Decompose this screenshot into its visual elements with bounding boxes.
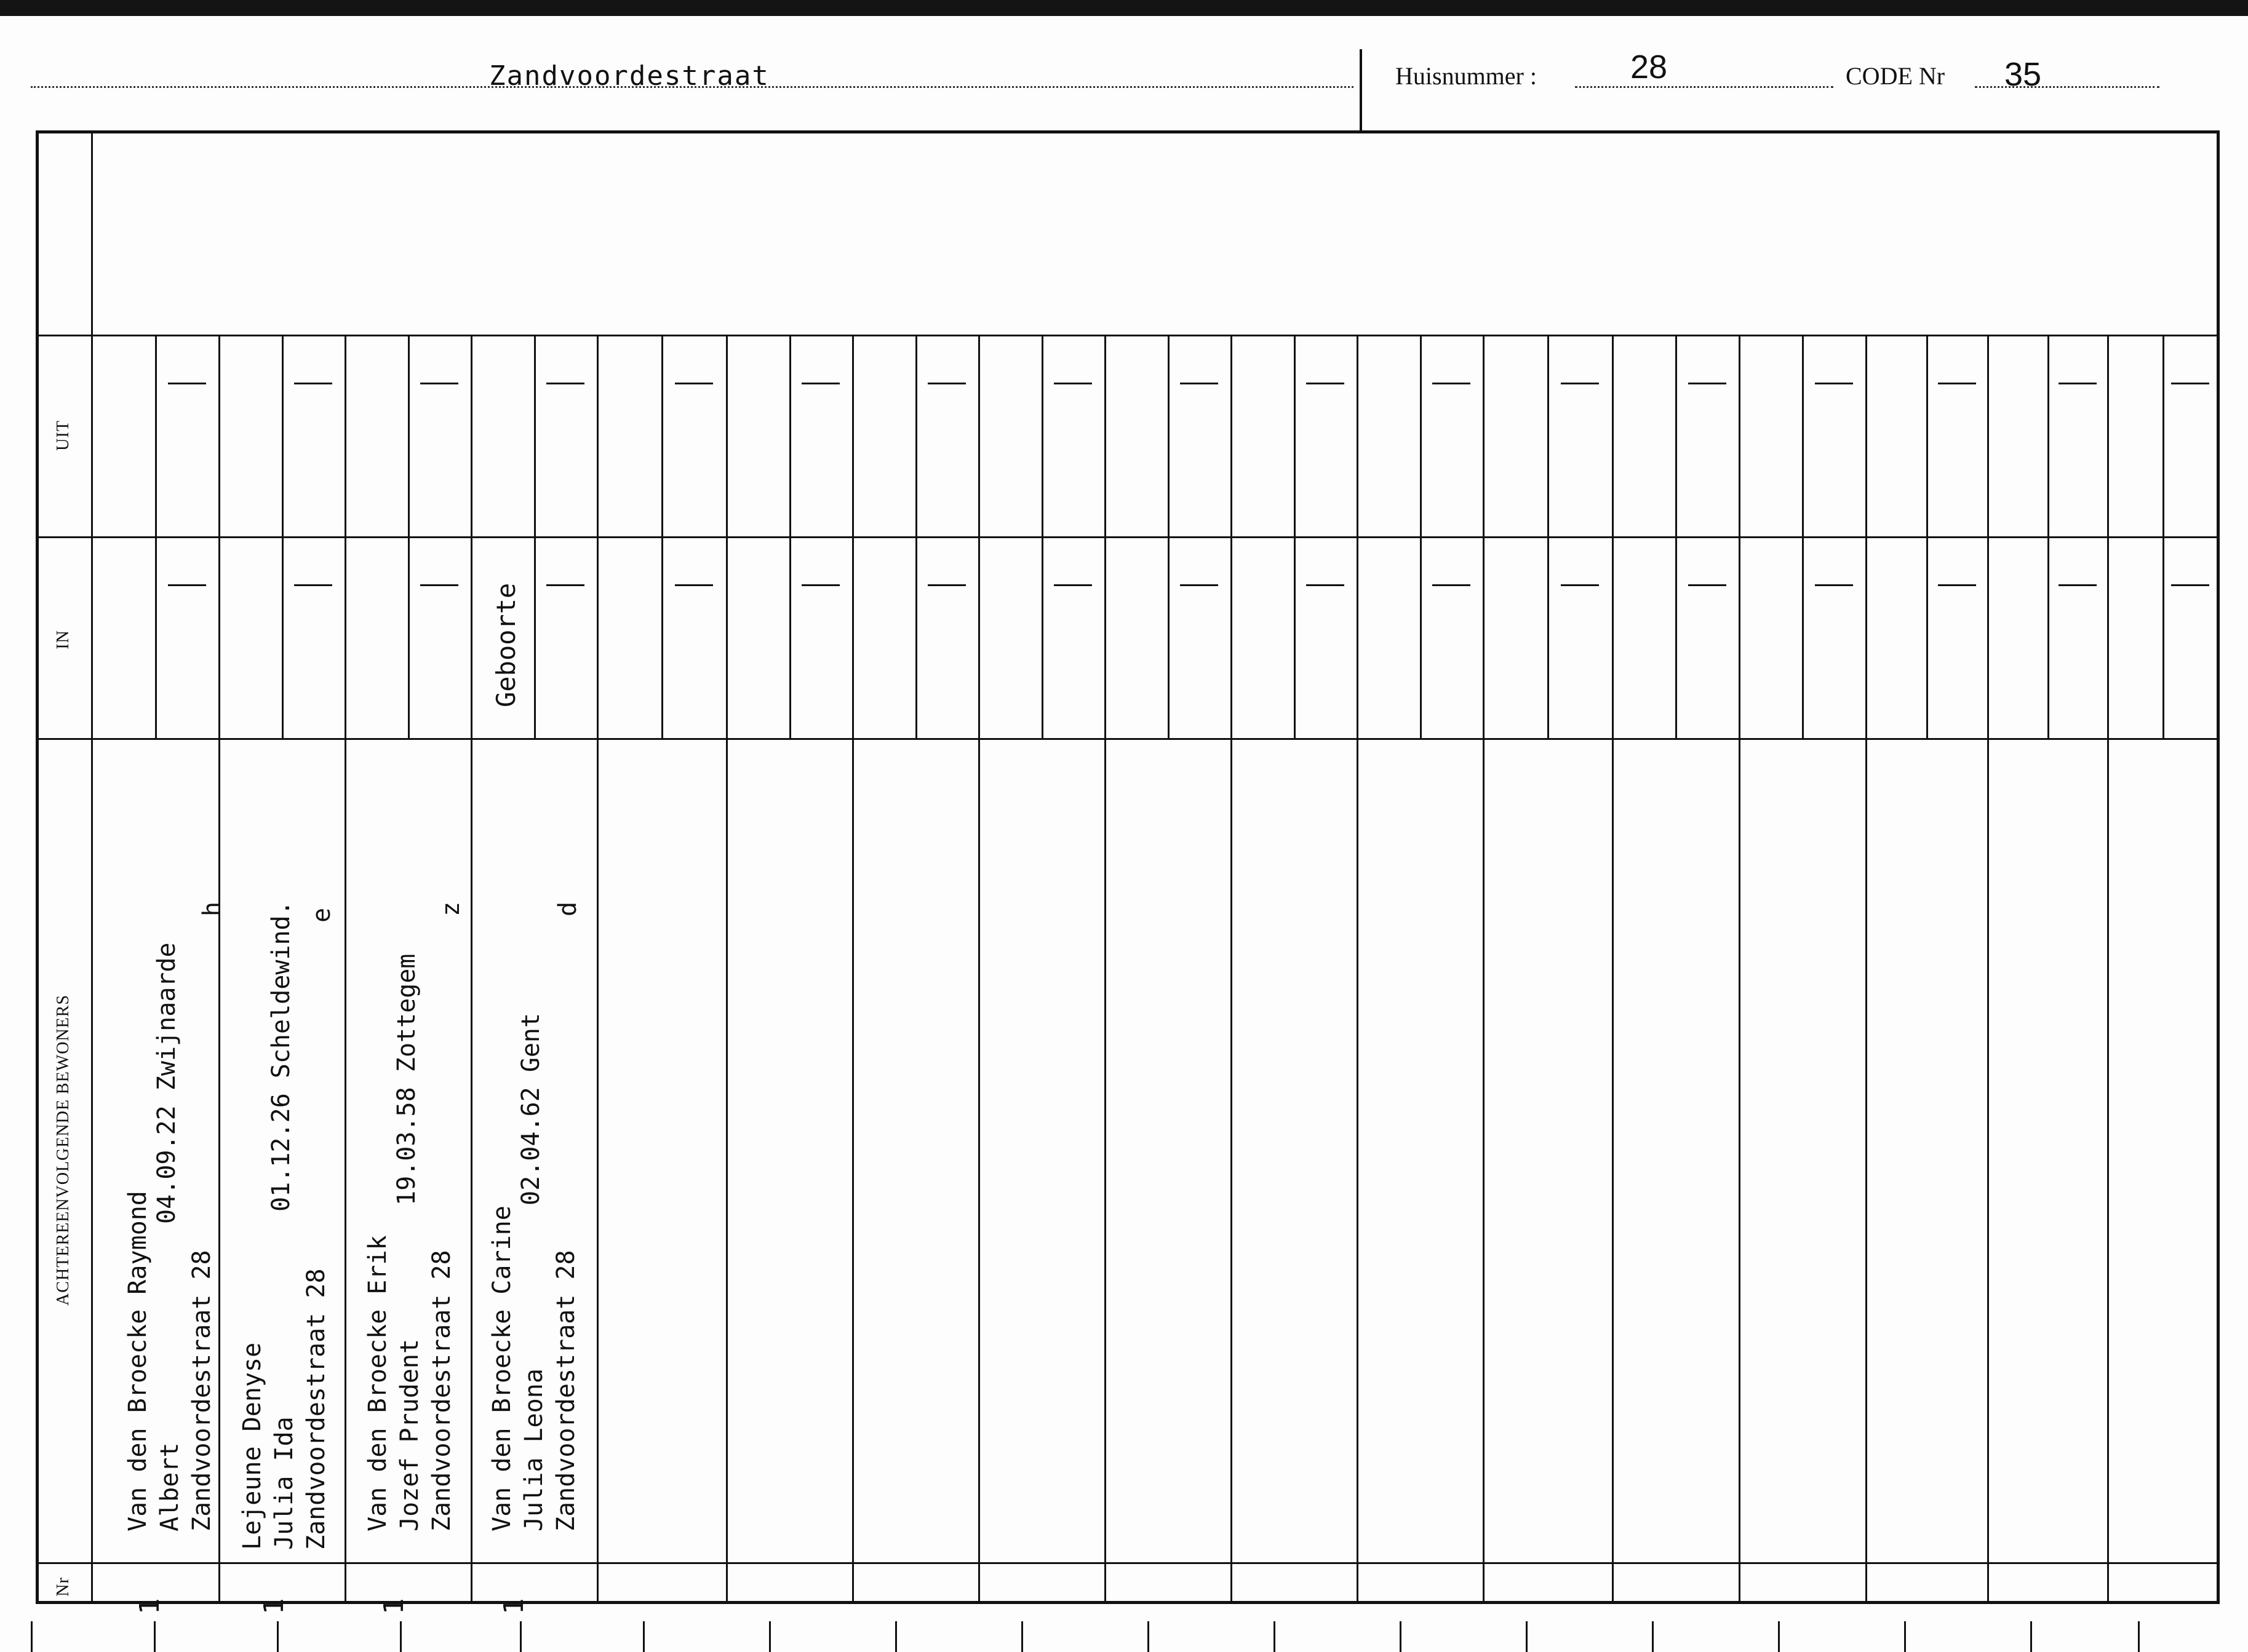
empty-dash [2171, 584, 2209, 586]
bottom-tick [769, 1621, 771, 1652]
sub-column-divider [1042, 335, 1043, 536]
empty-dash [802, 584, 840, 586]
empty-dash [168, 584, 206, 586]
empty-dash [2171, 383, 2209, 384]
sub-column-divider [915, 536, 917, 738]
resident-birth: 04.09.22 Zwijnaarde [153, 942, 181, 1224]
row-label-uit: UIT [54, 420, 73, 451]
street-name: Zandvoordestraat [489, 60, 770, 92]
house-number-dotted-line [1575, 86, 1833, 88]
row-divider-uit [92, 335, 2218, 336]
bottom-tick [1778, 1621, 1780, 1652]
bottom-tick [154, 1621, 156, 1652]
sub-column-divider [534, 536, 536, 738]
column-divider [1865, 335, 1867, 1604]
sub-column-divider [1926, 335, 1928, 536]
bottom-tick [2030, 1621, 2032, 1652]
sub-column-divider [1168, 335, 1170, 536]
resident-given-names: Julia Leona [520, 1368, 548, 1531]
empty-dash [675, 383, 713, 384]
house-number-value: 28 [1630, 49, 1668, 85]
empty-dash [1815, 383, 1853, 384]
sub-column-divider [2047, 536, 2049, 738]
empty-dash [2059, 584, 2097, 586]
empty-dash [928, 383, 966, 384]
sub-column-divider [661, 335, 663, 536]
sub-column-divider [1802, 536, 1804, 738]
resident-birth: 01.12.26 Scheldewind. [267, 900, 295, 1212]
resident-text-block [362, 1235, 458, 1531]
empty-dash [1938, 584, 1976, 586]
sub-column-divider [1042, 536, 1043, 738]
bottom-tick [2138, 1621, 2140, 1652]
bottom-tick [31, 1621, 33, 1652]
resident-in-reason: Geboorte [491, 582, 521, 707]
column-divider [1987, 335, 1989, 1604]
bottom-tick [643, 1621, 645, 1652]
bottom-tick [895, 1621, 897, 1652]
sub-column-divider [1675, 536, 1677, 738]
empty-dash [420, 584, 458, 586]
empty-dash [546, 584, 584, 586]
bottom-tick [1652, 1621, 1654, 1652]
header-separator [1360, 49, 1362, 130]
sub-column-divider [789, 335, 791, 536]
empty-dash [1306, 383, 1344, 384]
empty-dash [1180, 584, 1218, 586]
resident-address: Zandvoordestraat 28 [188, 1250, 216, 1531]
scan-top-border [0, 0, 2248, 16]
sub-column-divider [1926, 536, 1928, 738]
row-label-residents: ACHTEREENVOLGENDE BEWONERS [54, 995, 73, 1306]
sub-column-divider [1168, 536, 1170, 738]
row-divider-uit-label [36, 335, 94, 336]
sub-column-divider [2162, 335, 2164, 536]
sub-column-divider [1294, 536, 1296, 738]
sub-column-divider [1675, 335, 1677, 536]
empty-dash [1561, 584, 1599, 586]
resident-mark: e [308, 907, 336, 923]
sub-column-divider [661, 536, 663, 738]
bottom-tick [277, 1621, 279, 1652]
resident-surname: Van den Broecke Erik [364, 1235, 392, 1531]
resident-surname: Van den Broecke Raymond [124, 1191, 152, 1531]
bottom-tick [1273, 1621, 1275, 1652]
sub-column-divider [1802, 335, 1804, 536]
sub-column-divider [2047, 335, 2049, 536]
row-divider-residents [36, 738, 2220, 740]
empty-dash [1938, 383, 1976, 384]
empty-dash [294, 383, 332, 384]
empty-dash [1432, 383, 1470, 384]
house-number-label: Huisnummer : [1395, 62, 1537, 90]
resident-birth: 19.03.58 Zottegem [393, 953, 421, 1205]
resident-address: Zandvoordestraat 28 [302, 1268, 330, 1550]
resident-birth: 02.04.62 Gent [517, 1012, 545, 1205]
empty-dash [675, 584, 713, 586]
bottom-tick [1400, 1621, 1401, 1652]
column-divider [852, 335, 854, 1604]
column-divider [2107, 335, 2109, 1604]
column-divider [1483, 335, 1485, 1604]
code-dotted-line [1975, 86, 2159, 88]
empty-dash [1054, 383, 1092, 384]
empty-dash [420, 383, 458, 384]
bottom-tick [1147, 1621, 1149, 1652]
sub-column-divider [1420, 536, 1422, 738]
resident-mark: z [437, 901, 465, 916]
column-divider [1230, 335, 1232, 1604]
resident-text-block [236, 1268, 332, 1550]
sub-column-divider [789, 536, 791, 738]
column-divider [726, 335, 728, 1604]
label-column-divider [91, 130, 93, 1604]
sub-column-divider [408, 335, 410, 536]
bottom-tick [1526, 1621, 1528, 1652]
column-divider [1739, 335, 1740, 1604]
resident-given-names: Albert [156, 1442, 184, 1531]
resident-nr: 1 [498, 1598, 530, 1614]
sub-column-divider [534, 335, 536, 536]
sub-column-divider [1420, 335, 1422, 536]
resident-address: Zandvoordestraat 28 [428, 1250, 456, 1531]
empty-dash [1561, 383, 1599, 384]
empty-dash [2059, 383, 2097, 384]
empty-dash [1688, 584, 1726, 586]
resident-given-names: Jozef Prudent [396, 1338, 424, 1531]
resident-nr: 1 [258, 1598, 290, 1614]
empty-dash [546, 383, 584, 384]
resident-text-block [486, 1205, 582, 1531]
column-divider [1612, 335, 1614, 1604]
resident-surname: Lejeune Denyse [238, 1342, 266, 1550]
empty-dash [1815, 584, 1853, 586]
column-divider [597, 335, 599, 1604]
column-divider [471, 335, 472, 1604]
resident-nr: 1 [134, 1598, 165, 1614]
sub-column-divider [1547, 536, 1549, 738]
column-divider [1104, 335, 1106, 1604]
sub-column-divider [2162, 536, 2164, 738]
resident-mark: d [554, 901, 582, 916]
column-divider [978, 335, 980, 1604]
column-divider [345, 335, 346, 1604]
bottom-tick [1021, 1621, 1023, 1652]
sub-column-divider [408, 536, 410, 738]
empty-dash [802, 383, 840, 384]
empty-dash [1432, 584, 1470, 586]
empty-dash [1306, 584, 1344, 586]
row-divider-in [36, 536, 2220, 538]
column-divider [1357, 335, 1358, 1604]
resident-mark: h [198, 901, 226, 916]
resident-nr: 1 [378, 1598, 410, 1614]
column-divider [218, 335, 220, 1604]
code-label: CODE Nr [1846, 62, 1945, 90]
sub-column-divider [1547, 335, 1549, 536]
resident-text-block [122, 1191, 218, 1531]
sub-column-divider [155, 335, 157, 536]
code-number-value: 35 [2004, 56, 2042, 93]
sub-column-divider [1294, 335, 1296, 536]
sub-column-divider [282, 536, 284, 738]
sub-column-divider [915, 335, 917, 536]
resident-address: Zandvoordestraat 28 [552, 1250, 580, 1531]
bottom-tick [400, 1621, 402, 1652]
empty-dash [1180, 383, 1218, 384]
resident-given-names: Julia Ida [270, 1416, 298, 1550]
sub-column-divider [282, 335, 284, 536]
row-divider-nr [36, 1562, 2220, 1564]
empty-dash [294, 584, 332, 586]
bottom-tick [1904, 1621, 1906, 1652]
empty-dash [1054, 584, 1092, 586]
empty-dash [1688, 383, 1726, 384]
empty-dash [928, 584, 966, 586]
bottom-tick [520, 1621, 522, 1652]
empty-dash [168, 383, 206, 384]
row-label-nr: Nr [54, 1577, 73, 1597]
resident-surname: Van den Broecke Carine [488, 1205, 516, 1531]
sub-column-divider [155, 536, 157, 738]
row-label-in: IN [54, 630, 73, 649]
